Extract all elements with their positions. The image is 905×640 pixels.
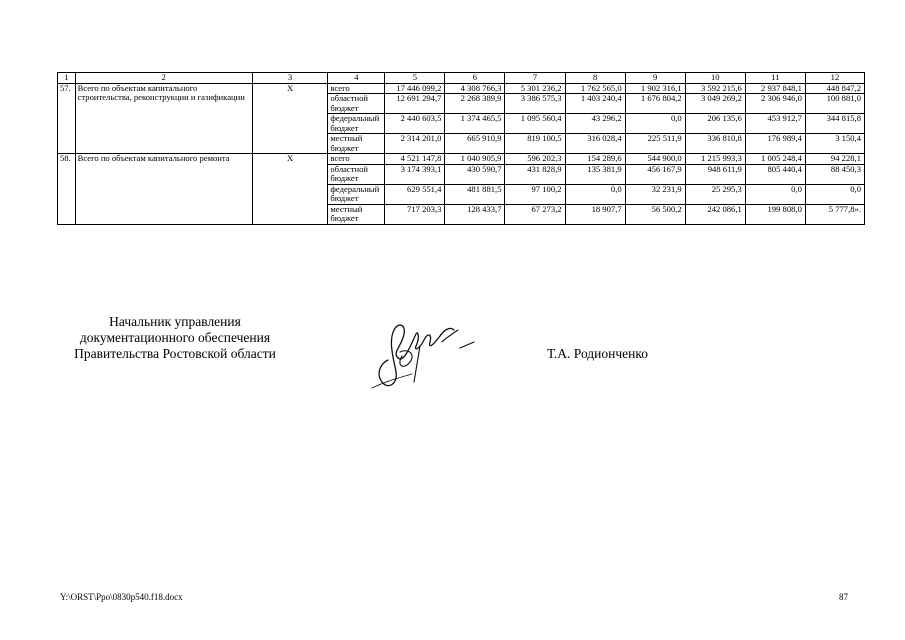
amount-cell: 1 095 560,4: [505, 114, 565, 134]
amount-cell: 2 440 603,5: [385, 114, 445, 134]
amount-cell: 1 005 248,4: [745, 154, 805, 165]
column-number: 10: [685, 73, 745, 84]
signatory-name: Т.А. Родионченко: [547, 346, 648, 361]
amount-cell: 242 086,1: [685, 204, 745, 224]
amount-cell: 43 296,2: [565, 114, 625, 134]
amount-cell: 1 403 240,4: [565, 94, 625, 114]
amount-cell: 819 100,5: [505, 134, 565, 154]
signatory-title: [60, 314, 290, 362]
amount-cell: 2 314 201,0: [385, 134, 445, 154]
column-number: 12: [805, 73, 864, 84]
amount-cell: 2 306 946,0: [745, 94, 805, 114]
amount-cell: 135 381,9: [565, 164, 625, 184]
amount-cell: 12 691 294,7: [385, 94, 445, 114]
amount-cell: 154 289,6: [565, 154, 625, 165]
amount-cell: 1 676 804,2: [625, 94, 685, 114]
footer-page-number: 87: [839, 592, 848, 602]
amount-cell: 225 511,9: [625, 134, 685, 154]
column-number: 7: [505, 73, 565, 84]
budget-table-body: [58, 73, 865, 225]
amount-cell: 18 907,7: [565, 204, 625, 224]
amount-cell: 665 910,9: [445, 134, 505, 154]
amount-cell: 5 301 236,2: [505, 83, 565, 94]
column-number-row: [58, 73, 865, 84]
amount-cell: 0,0: [745, 184, 805, 204]
funding-type: федеральный бюджет: [328, 184, 385, 204]
amount-cell: 3 174 393,1: [385, 164, 445, 184]
amount-cell: 4 521 147,8: [385, 154, 445, 165]
funding-type: всего: [328, 83, 385, 94]
amount-cell: 176 989,4: [745, 134, 805, 154]
amount-cell: 1 040 905,9: [445, 154, 505, 165]
amount-cell: 3 386 575,3: [505, 94, 565, 114]
funding-type: местный бюджет: [328, 204, 385, 224]
funding-type: федеральный бюджет: [328, 114, 385, 134]
row-number: 57.: [58, 83, 76, 154]
amount-cell: 544 900,0: [625, 154, 685, 165]
amount-cell: 3 049 269,2: [685, 94, 745, 114]
amount-cell: 336 810,8: [685, 134, 745, 154]
amount-cell: 56 500,2: [625, 204, 685, 224]
amount-cell: 1 902 316,1: [625, 83, 685, 94]
amount-cell: 3 592 215,6: [685, 83, 745, 94]
object-name: Всего по объектам капитального строительства, реконструкции и газификации: [75, 83, 252, 154]
budget-table: [57, 72, 865, 225]
amount-cell: 448 847,2: [805, 83, 864, 94]
handwritten-signature: [358, 312, 483, 394]
column-number: 8: [565, 73, 625, 84]
amount-cell: 948 611,9: [685, 164, 745, 184]
row-number: 58.: [58, 154, 76, 225]
signatory-title-line: Начальник управления: [109, 314, 241, 329]
amount-cell: 456 167,9: [625, 164, 685, 184]
amount-cell: 0,0: [625, 114, 685, 134]
amount-cell: 430 590,7: [445, 164, 505, 184]
amount-cell: 316 028,4: [565, 134, 625, 154]
column-number: 2: [75, 73, 252, 84]
amount-cell: 88 450,3: [805, 164, 864, 184]
column-number: 1: [58, 73, 76, 84]
amount-cell: 2 937 848,1: [745, 83, 805, 94]
signatory-title-line: документационного обеспечения: [79, 330, 271, 345]
amount-cell: 67 273,2: [505, 204, 565, 224]
column-number: 11: [745, 73, 805, 84]
amount-cell: 25 295,3: [685, 184, 745, 204]
column-number: 5: [385, 73, 445, 84]
amount-cell: 128 433,7: [445, 204, 505, 224]
column-number: 4: [328, 73, 385, 84]
amount-cell: 17 446 099,2: [385, 83, 445, 94]
amount-cell: 32 231,9: [625, 184, 685, 204]
amount-cell: 0,0: [565, 184, 625, 204]
amount-cell: 629 551,4: [385, 184, 445, 204]
object-name: Всего по объектам капитального ремонта: [75, 154, 252, 225]
column-number: 3: [252, 73, 328, 84]
amount-cell: 0,0: [805, 184, 864, 204]
amount-cell: 2 268 389,9: [445, 94, 505, 114]
funding-type: областной бюджет: [328, 94, 385, 114]
amount-cell: 97 100,2: [505, 184, 565, 204]
amount-cell: 344 815,8: [805, 114, 864, 134]
amount-cell: 3 150,4: [805, 134, 864, 154]
amount-cell: 1 762 565,0: [565, 83, 625, 94]
marker-cell: X: [252, 154, 328, 225]
table-row: [58, 83, 865, 94]
funding-type: областной бюджет: [328, 164, 385, 184]
amount-cell: 206 135,6: [685, 114, 745, 134]
amount-cell: 94 228,1: [805, 154, 864, 165]
signatory-title-line: Правительства Ростовской области: [74, 346, 276, 361]
amount-cell: 596 202,3: [505, 154, 565, 165]
amount-cell: 805 440,4: [745, 164, 805, 184]
amount-cell: 1 374 465,5: [445, 114, 505, 134]
funding-type: всего: [328, 154, 385, 165]
footer-file-path: Y:\ORST\Ppo\0830p540.f18.docx: [60, 592, 183, 602]
column-number: 6: [445, 73, 505, 84]
amount-cell: 100 881,0: [805, 94, 864, 114]
amount-cell: 453 912,7: [745, 114, 805, 134]
table-row: [58, 154, 865, 165]
marker-cell: X: [252, 83, 328, 154]
column-number: 9: [625, 73, 685, 84]
funding-type: местный бюджет: [328, 134, 385, 154]
amount-cell: 199 808,0: [745, 204, 805, 224]
amount-cell: 5 777,8».: [805, 204, 864, 224]
amount-cell: 431 828,9: [505, 164, 565, 184]
amount-cell: 481 881,5: [445, 184, 505, 204]
amount-cell: 717 203,3: [385, 204, 445, 224]
amount-cell: 1 215 993,3: [685, 154, 745, 165]
amount-cell: 4 308 766,3: [445, 83, 505, 94]
